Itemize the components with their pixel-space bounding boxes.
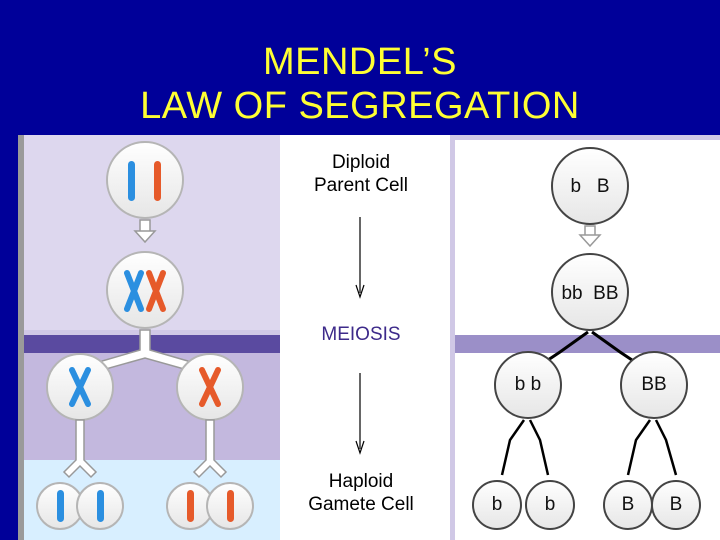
replicated-cell [107, 252, 183, 328]
parent-cell [107, 142, 183, 218]
title-line-1: MENDEL’S [262, 41, 458, 83]
haploid-gamete-label: Haploid Gamete Cell [308, 471, 414, 515]
gamete-allele-1: b [491, 494, 503, 515]
meiosis-label: MEIOSIS [300, 323, 422, 346]
left-daughter-alleles: b b [514, 374, 542, 395]
title-line-2: LAW OF SEGREGATION [140, 85, 580, 127]
orange-chromosome [154, 161, 161, 201]
gamete-allele-3: B [621, 494, 635, 515]
replicated-alleles: bb BB [561, 283, 619, 304]
diploid-parent-label: Diploid Parent Cell [314, 152, 408, 196]
gamete-allele-4: B [669, 494, 683, 515]
parent-alleles: b B [570, 176, 610, 197]
right-daughter-alleles: BB [641, 374, 667, 395]
blue-chromosome [128, 161, 135, 201]
gamete-allele-2: b [544, 494, 556, 515]
left-panel [18, 135, 280, 540]
